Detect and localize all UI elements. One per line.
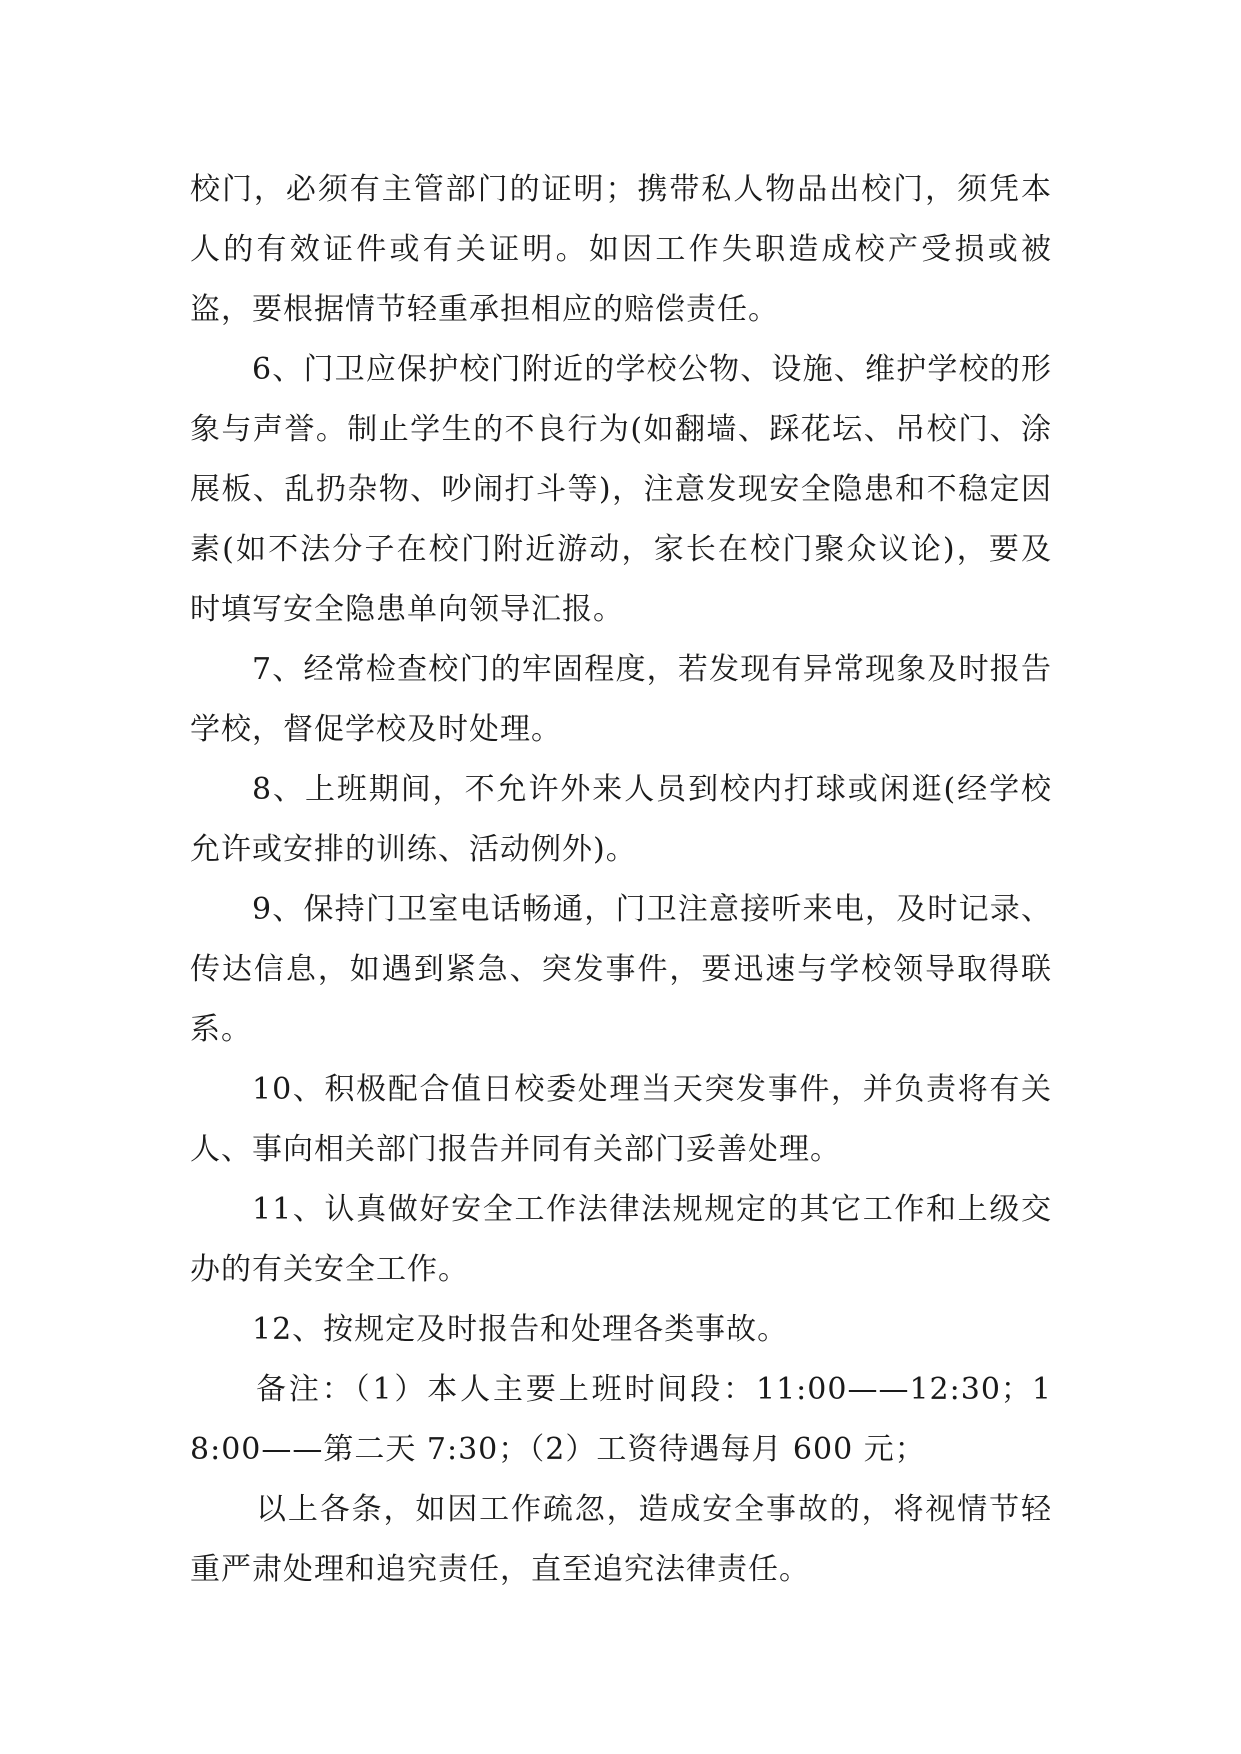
- paragraph-item-8: 8、上班期间，不允许外来人员到校内打球或闲逛(经学校允许或安排的训练、活动例外)。: [190, 772, 1052, 867]
- paragraph-item-6: 6、门卫应保护校门附近的学校公物、设施、维护学校的形象与声誉。制止学生的不良行为(如翻墙、踩花坛、吊校门、涂展板、乱扔杂物、吵闹打斗等)，注意发现安全隐患和不稳定因素(如不法分子在校门附近游动，家长在校门聚众议论)，要及时填写安全隐患单向领导汇报。: [190, 352, 1052, 627]
- document-body: [190, 160, 1052, 1600]
- paragraph-item-7: 7、经常检查校门的牢固程度，若发现有异常现象及时报告学校，督促学校及时处理。: [190, 652, 1052, 747]
- paragraph-item-10: 10、积极配合值日校委处理当天突发事件，并负责将有关人、事向相关部门报告并同有关部门妥善处理。: [190, 1072, 1052, 1167]
- paragraph-closing: 以上各条，如因工作疏忽，造成安全事故的，将视情节轻重严肃处理和追究责任，直至追究法律责任。: [190, 1492, 1052, 1587]
- paragraph-item-11: 11、认真做好安全工作法律法规规定的其它工作和上级交办的有关安全工作。: [190, 1192, 1052, 1287]
- paragraph-remarks: 备注：（1）本人主要上班时间段：11:00——12:30；18:00——第二天 7:30；（2）工资待遇每月 600 元；: [190, 1372, 1052, 1467]
- paragraph-continuation: 校门，必须有主管部门的证明；携带私人物品出校门，须凭本人的有效证件或有关证明。如因工作失职造成校产受损或被盗，要根据情节轻重承担相应的赔偿责任。: [190, 172, 1052, 327]
- paragraph-item-12: 12、按规定及时报告和处理各类事故。: [252, 1312, 789, 1347]
- paragraph-item-9: 9、保持门卫室电话畅通，门卫注意接听来电，及时记录、传达信息，如遇到紧急、突发事件，要迅速与学校领导取得联系。: [190, 892, 1052, 1047]
